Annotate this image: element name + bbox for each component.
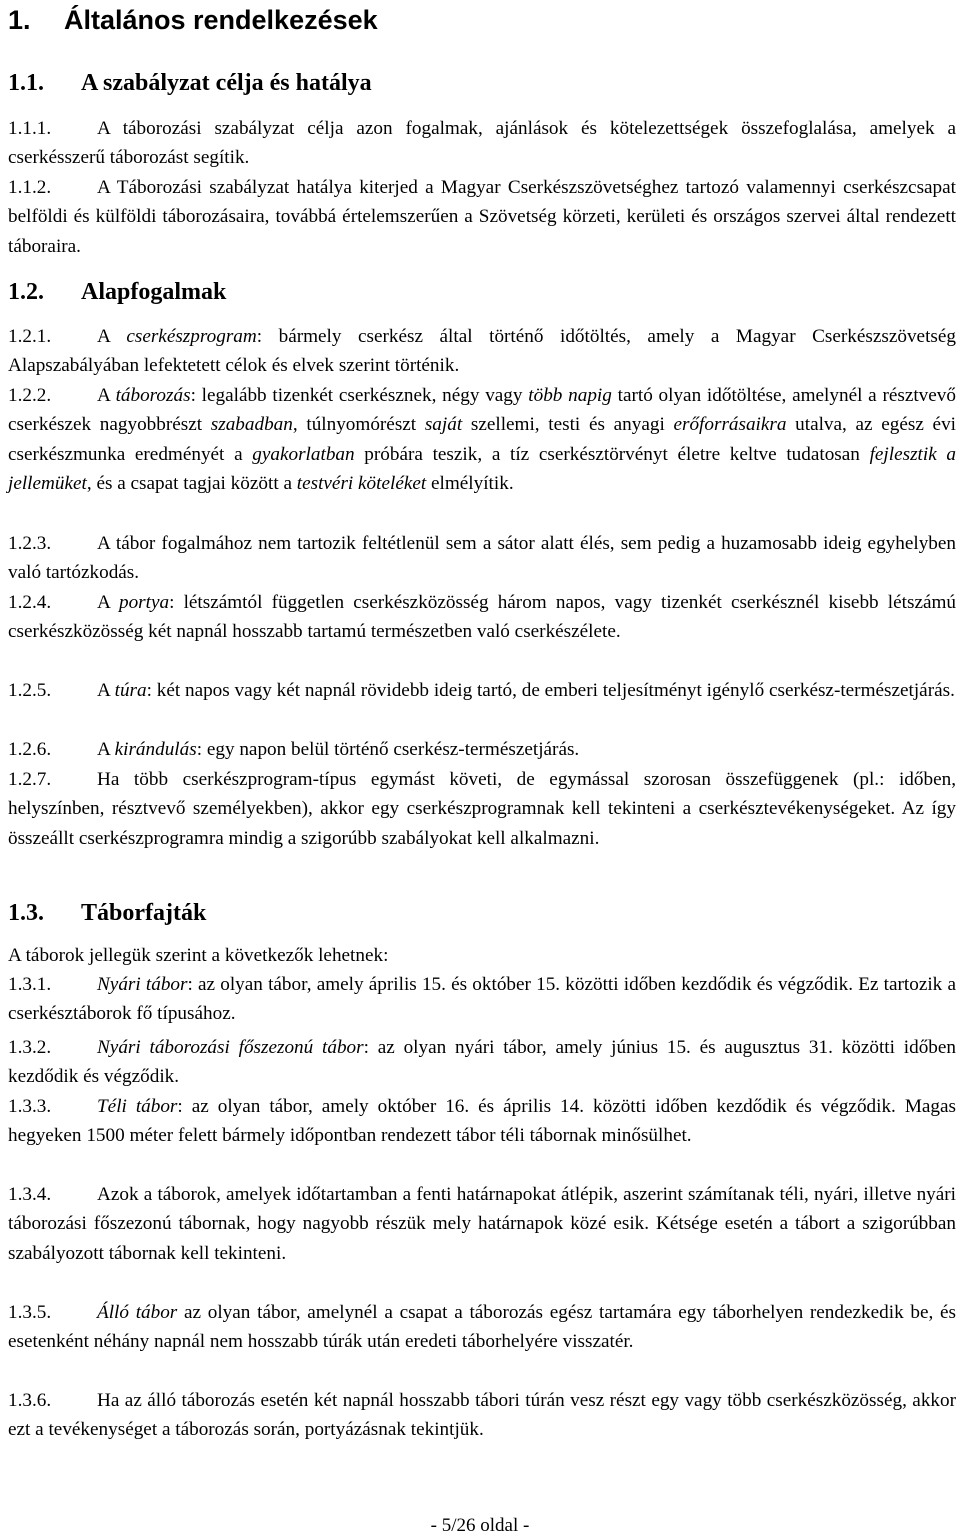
text-run: elmélyítik. xyxy=(426,473,514,495)
paragraph-1-1-2 xyxy=(8,173,956,261)
text-run: szellemi, testi és anyagi xyxy=(462,414,674,436)
section-title: A szabályzat célja és hatálya xyxy=(81,70,372,96)
section-title: Alapfogalmak xyxy=(81,279,227,305)
text-run: : az olyan tábor, amely október 16. és április 14. közötti időben kezdődik és végződik. Magas hegyeken 1500 méter felett bármely időpontban rendezett tábor téli tábornak minősülhet. xyxy=(8,1096,956,1147)
paragraph-number: 1.2.7. xyxy=(8,769,52,790)
section-title: Táborfajták xyxy=(81,900,207,926)
paragraph-1-3-1 xyxy=(8,970,956,1029)
text-run: A xyxy=(97,326,127,347)
emphasis: szabadban xyxy=(210,414,293,436)
text-run: , és a csapat tagjai között a xyxy=(86,473,297,495)
paragraph-number: 1.1.2. xyxy=(8,177,52,198)
text-run: A xyxy=(97,739,115,760)
text-run: : létszámtól független cserkészközösség három napos, vagy tizenkét cserkésznél kisebb létszámú cserkészközösség két napnál hosszabb tartamú természetben való cserkészélete. xyxy=(8,592,956,643)
emphasis: gyakorlatban xyxy=(252,443,355,465)
paragraph-1-2-4 xyxy=(8,588,956,647)
text-run: A xyxy=(97,385,116,406)
text-run: A xyxy=(97,592,119,613)
paragraph-text: Ha az álló táborozás esetén két napnál hosszabb tábori túrán vesz részt egy vagy több cserkészközösség, akkor ezt a tevékenységet a táborozás során, portyázásnak tekintjük. xyxy=(8,1390,956,1441)
paragraph-text: A Táborozási szabályzat hatálya kiterjed a Magyar Cserkészszövetséghez tartozó valamennyi cserkészcsapat belföldi és külföldi táborozásaira, továbbá értelemszerűen a Szövetség körzeti, kerületi és országos szervei által rendezett táboraira. xyxy=(8,177,956,257)
emphasis: testvéri köteléket xyxy=(296,473,427,495)
paragraph-text: Azok a táborok, amelyek időtartamban a fenti határnapokat átlépik, aszerint számítanak téli, nyári, illetve nyári táborozási főszezonú tábornak, hogy nagyobb részük mely határnapok közé esik. Kétsége esetén a tábort a szigorúbban szabályozott tábornak kell tekinteni. xyxy=(8,1184,956,1264)
paragraph-1-1-1 xyxy=(8,114,956,173)
text-run: A xyxy=(97,680,115,701)
text-run: tartó olyan időtöltése, amelynél a résztvevő cserkészek nagyobbrészt xyxy=(8,385,956,436)
text-run: utalva, az egész évi cserkészmunka eredményét a xyxy=(8,414,956,465)
page-number-footer: - 5/26 oldal - xyxy=(430,1515,530,1536)
text-run: , túlnyomórészt xyxy=(292,414,425,436)
heading-text: Általános rendelkezések xyxy=(64,5,378,35)
paragraph-number: 1.3.2. xyxy=(8,1037,52,1058)
section-number: 1.3. xyxy=(8,900,44,926)
paragraph-number: 1.2.3. xyxy=(8,533,52,554)
heading-number: 1. xyxy=(8,5,31,35)
text-run: : bármely cserkész által történő időtöltés, amely a Magyar Cserkészszövetség Alapszabályában lefektetett célok és elvek szerint történik. xyxy=(8,326,956,377)
paragraph-number: 1.2.1. xyxy=(8,326,52,347)
section-number: 1.2. xyxy=(8,279,44,305)
heading-1 xyxy=(8,0,378,40)
defined-term: túra xyxy=(114,680,147,701)
defined-term: kirándulás xyxy=(114,739,197,760)
text-run: próbára teszik, a tíz cserkésztörvényt életre keltve tudatosan xyxy=(354,443,870,465)
text-run: : legalább tizenkét cserkésznek, négy vagy xyxy=(190,385,529,406)
paragraph-text: A tábor fogalmához nem tartozik feltétlenül sem a sátor alatt élés, sem pedig a huzamosabb ideig egyhelyben való tartózkodás. xyxy=(8,533,956,584)
paragraph-1-2-6 xyxy=(8,735,956,764)
defined-term: Nyári tábor xyxy=(97,974,188,995)
paragraph-number: 1.3.4. xyxy=(8,1184,52,1205)
paragraph-1-2-3 xyxy=(8,529,956,588)
defined-term: cserkészprogram xyxy=(126,326,257,347)
paragraph-1-3-2 xyxy=(8,1033,956,1092)
text-run: az olyan tábor, amelynél a csapat a táborozás egész tartamára egy táborhelyen rendezkedik be, és esetenként néhány napnál nem hosszabb túrák után eredeti táborhelyére visszatér. xyxy=(8,1302,956,1353)
paragraph-number: 1.1.1. xyxy=(8,118,52,139)
paragraph-number: 1.2.6. xyxy=(8,739,52,760)
defined-term: Nyári táborozási főszezonú tábor xyxy=(97,1037,364,1058)
text-run: : az olyan nyári tábor, amely június 15. és augusztus 31. közötti időben kezdődik és végződik. xyxy=(8,1037,956,1088)
paragraph-number: 1.2.5. xyxy=(8,680,52,701)
paragraph-1-2-1 xyxy=(8,322,956,381)
emphasis: erőforrásaikra xyxy=(673,414,787,436)
paragraph-1-2-2 xyxy=(8,381,956,499)
section-heading-1-2 xyxy=(8,275,226,309)
defined-term: Téli tábor xyxy=(97,1096,178,1117)
section-heading-1-3 xyxy=(8,896,206,930)
paragraph-number: 1.3.1. xyxy=(8,974,52,995)
emphasis: több napig xyxy=(528,385,612,406)
emphasis: saját xyxy=(424,414,463,436)
paragraph-number: 1.3.6. xyxy=(8,1390,52,1411)
defined-term: portya xyxy=(118,592,170,613)
section-heading-1-1 xyxy=(8,66,372,100)
text-run: : két napos vagy két napnál rövidebb ideig tartó, de emberi teljesítményt igénylő cserkész-természetjárás. xyxy=(146,680,955,701)
paragraph-1-3-3 xyxy=(8,1092,956,1151)
text-run: : az olyan tábor, amely április 15. és október 15. közötti időben kezdődik és végződik. Ez tartozik a cserkésztáborok fő típusához. xyxy=(8,974,956,1025)
defined-term: táborozás xyxy=(115,385,191,406)
paragraph-1-2-5 xyxy=(8,676,956,705)
paragraph-number: 1.2.4. xyxy=(8,592,52,613)
paragraph-number: 1.3.5. xyxy=(8,1302,52,1323)
text-run: : egy napon belül történő cserkész-természetjárás. xyxy=(196,739,580,760)
section-intro: A táborok jellegük szerint a következők lehetnek: xyxy=(8,945,389,966)
emphasis: fejlesztik a jellemüket xyxy=(8,443,956,495)
paragraph-1-3-5 xyxy=(8,1298,956,1357)
paragraph-1-3-4 xyxy=(8,1180,956,1268)
paragraph-1-3-6 xyxy=(8,1386,956,1445)
paragraph-1-2-7 xyxy=(8,765,956,853)
paragraph-number: 1.2.2. xyxy=(8,385,52,406)
paragraph-text: Ha több cserkészprogram-típus egymást követi, de egymással szorosan összefüggenek (pl.: időben, helyszínben, résztvevő személyekben), akkor egy cserkészprogramnak kell tekinteni a cserkésztevékenységeket. Az így összeállt cserkészprogramra mindig a szigorúbb szabályokat kell alkalmazni. xyxy=(8,769,956,849)
paragraph-text: A táborozási szabályzat célja azon fogalmak, ajánlások és kötelezettségek összefoglalása, amelyek a cserkésszerű táborozást segítik. xyxy=(8,118,956,169)
paragraph-number: 1.3.3. xyxy=(8,1096,52,1117)
defined-term: Álló tábor xyxy=(97,1302,178,1323)
section-number: 1.1. xyxy=(8,70,44,96)
